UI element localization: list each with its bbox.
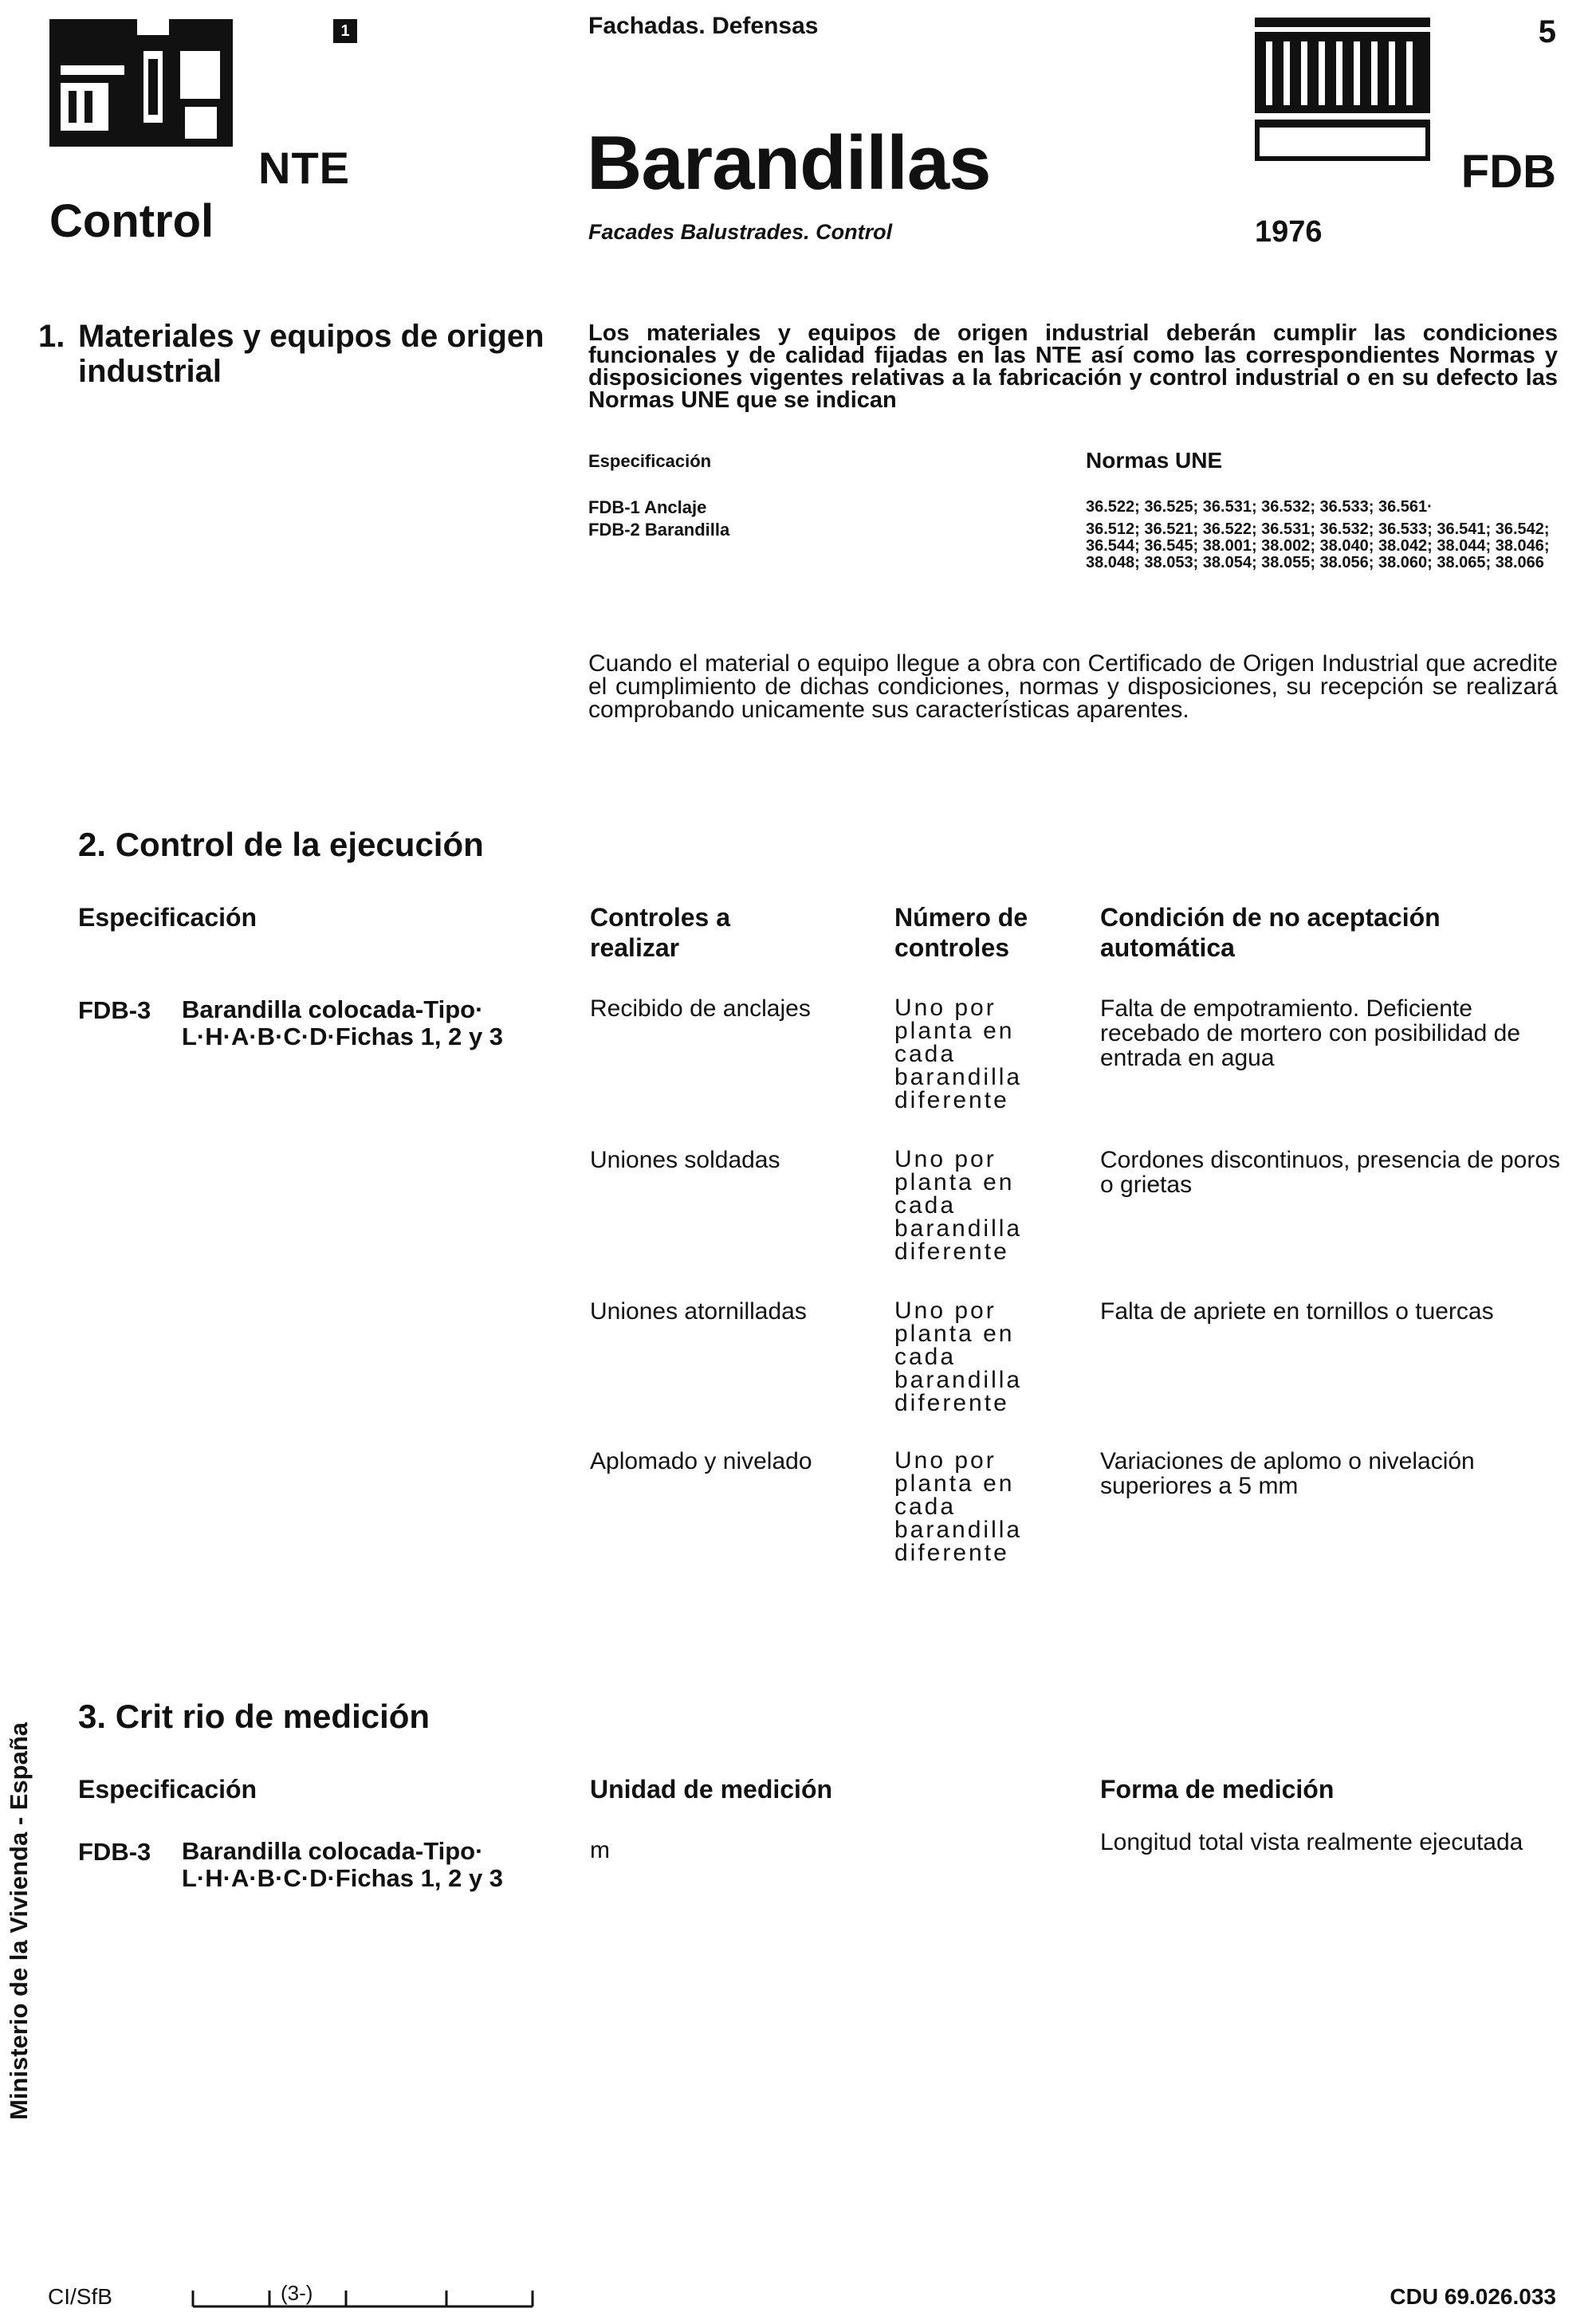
number-cell: Uno por planta en cada barandilla diferente xyxy=(894,1447,1023,1566)
page-number: 5 xyxy=(1538,14,1556,49)
spec-row: FDB-1 Anclaje xyxy=(588,497,707,517)
section3-title: 3. Crit rio de medición xyxy=(78,1698,430,1735)
col-header-number: Número de controles xyxy=(894,903,1028,962)
une-row: 36.512; 36.521; 36.522; 36.531; 36.532; 36.533; 36.541; 36.542; 36.544; 36.545; 38.001; 38.002; 38.040; 38.042; 38.044; 38.046; 38.048; 38.053; 38.054; 38.055; 38.056; 38.060; 38.065; 38.066 xyxy=(1086,520,1550,571)
nte-building-icon xyxy=(49,19,233,147)
page-subtitle: Facades Balustrades. Control xyxy=(588,220,893,244)
col-header-unit: Unidad de medición xyxy=(590,1775,833,1804)
col-header-condition: Condición de no aceptación automática xyxy=(1100,903,1441,962)
une-header: Normas UNE xyxy=(1086,448,1223,473)
condition-cell: Falta de apriete en tornillos o tuercas xyxy=(1100,1298,1494,1325)
balustrade-icon xyxy=(1255,18,1430,161)
condition-cell: Cordones discontinuos, presencia de poros o grietas xyxy=(1100,1147,1561,1198)
spec-description: Barandilla colocada-Tipo· L·H·A·B·C·D·Fichas 1, 2 y 3 xyxy=(182,1837,504,1892)
spec-description: Barandilla colocada-Tipo· L·H·A·B·C·D·Fichas 1, 2 y 3 xyxy=(182,995,504,1050)
cisfb-label: CI/SfB xyxy=(48,2284,112,2309)
col-header-controls: Controles a realizar xyxy=(590,903,731,962)
spec-code: FDB-3 xyxy=(78,996,151,1024)
section1-intro: Los materiales y equipos de origen industrial deberán cumplir las condiciones funcionales y de calidad fijadas en las NTE así como las correspondientes Normas y disposiciones vigentes relativas a la fabricación y control industrial o en su defecto las Normas UNE que se indican xyxy=(588,320,1558,413)
document-code: FDB xyxy=(1460,146,1556,198)
spec-header: Especificación xyxy=(588,451,712,471)
control-cell: Aplomado y nivelado xyxy=(590,1448,812,1474)
section-label: Control xyxy=(49,195,214,247)
number-cell: Uno por planta en cada barandilla diferente xyxy=(894,995,1023,1113)
control-cell: Uniones atornilladas xyxy=(590,1298,807,1325)
section1-number: 1. xyxy=(38,319,65,354)
condition-cell: Falta de empotramiento. Deficiente recebado de mortero con posibilidad de entrada en agua xyxy=(1100,995,1521,1071)
col-header-form: Forma de medición xyxy=(1100,1775,1335,1804)
brand-label: NTE xyxy=(258,143,350,193)
unit-cell: m xyxy=(590,1837,610,1863)
number-cell: Uno por planta en cada barandilla diferente xyxy=(894,1146,1023,1265)
section1-note: Cuando el material o equipo llegue a obra con Certificado de Origen Industrial que acredite el cumplimiento de dichas condiciones, normas y disposiciones, su recepción se realizará comprobando unicamente sus características aparentes. xyxy=(588,650,1558,723)
series-label: Fachadas. Defensas xyxy=(588,13,819,39)
spec-code: FDB-3 xyxy=(78,1838,151,1866)
section2-title: 2. Control de la ejecución xyxy=(78,826,484,863)
form-cell: Longitud total vista realmente ejecutada xyxy=(1100,1829,1523,1855)
cisfb-code: (3-) xyxy=(281,2281,313,2305)
col-header-spec: Especificación xyxy=(78,903,257,932)
page-title: Barandillas xyxy=(587,120,991,206)
cisfb-grid xyxy=(191,2279,534,2308)
number-cell: Uno por planta en cada barandilla diferente xyxy=(894,1297,1023,1416)
section1-title-text: Materiales y equipos de origen industrial xyxy=(78,319,544,389)
control-cell: Recibido de anclajes xyxy=(590,995,811,1022)
badge: 1 xyxy=(333,19,357,43)
section1-title xyxy=(38,319,556,389)
side-label: Ministerio de la Vivienda - España xyxy=(5,1721,33,2120)
condition-cell: Variaciones de aplomo o nivelación superiores a 5 mm xyxy=(1100,1448,1475,1499)
spec-row: FDB-2 Barandilla xyxy=(588,520,730,540)
year: 1976 xyxy=(1255,215,1323,249)
cdu-label: CDU 69.026.033 xyxy=(1390,2284,1556,2309)
control-cell: Uniones soldadas xyxy=(590,1147,780,1173)
une-row: 36.522; 36.525; 36.531; 36.532; 36.533; 36.561· xyxy=(1086,498,1433,516)
col-header-spec: Especificación xyxy=(78,1775,257,1804)
